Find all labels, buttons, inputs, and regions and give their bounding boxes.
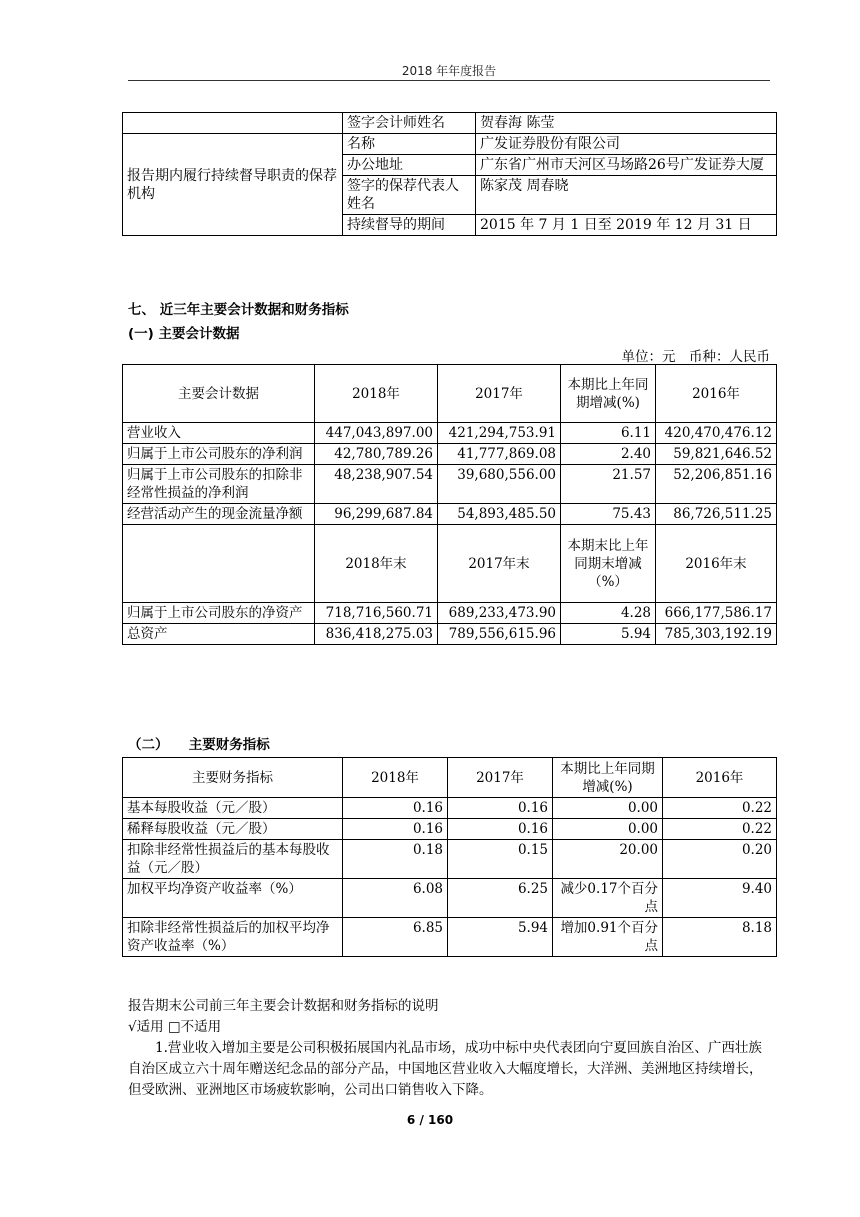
table-row <box>123 840 777 879</box>
value-2017: 0.15 <box>448 840 553 879</box>
value-2018: 6.08 <box>343 879 448 918</box>
notes-title: 报告期末公司前三年主要会计数据和财务指标的说明 <box>128 998 439 1014</box>
table-row <box>123 465 777 504</box>
value-change: 6.11 <box>561 423 656 444</box>
table-row <box>123 423 777 444</box>
value-2016: 9.40 <box>663 879 777 918</box>
value-2018: 6.85 <box>343 918 448 957</box>
value-2016: 0.20 <box>663 840 777 879</box>
value-2017: 41,777,869.08 <box>438 444 561 465</box>
table-row <box>123 134 777 155</box>
row-label: 扣除非经常性损益后的基本每股收益（元／股） <box>123 840 343 879</box>
sponsor-row-label: 名称 <box>343 134 476 155</box>
row-label: 归属于上市公司股东的净利润 <box>123 444 315 465</box>
value-2016: 86,726,511.25 <box>656 504 777 525</box>
accountant-value: 贺春海 陈莹 <box>476 113 777 134</box>
value-2018: 718,716,560.71 <box>315 603 438 624</box>
column-header: 2018年 <box>343 758 448 798</box>
value-change: 2.40 <box>561 444 656 465</box>
value-2017: 5.94 <box>448 918 553 957</box>
value-2017: 39,680,556.00 <box>438 465 561 504</box>
value-2016: 59,821,646.52 <box>656 444 777 465</box>
value-2016: 52,206,851.16 <box>656 465 777 504</box>
table-row <box>123 819 777 840</box>
sponsor-row-label: 签字的保荐代表人姓名 <box>343 176 476 215</box>
row-label: 总资产 <box>123 624 315 645</box>
column-header: 本期末比上年同期末增减（%） <box>561 525 656 603</box>
table-row <box>123 879 777 918</box>
accountant-label: 签字会计师姓名 <box>343 113 476 134</box>
row-label: 稀释每股收益（元／股） <box>123 819 343 840</box>
institution-label: 报告期内履行持续督导职责的保荐机构 <box>123 134 343 236</box>
row-label: 扣除非经常性损益后的加权平均净资产收益率（%） <box>123 918 343 957</box>
section-title: 七、 近三年主要会计数据和财务指标 <box>128 302 349 318</box>
sponsor-row-label: 持续督导的期间 <box>343 215 476 236</box>
column-header: 本期比上年同期增减(%) <box>561 365 656 423</box>
value-2017: 0.16 <box>448 798 553 819</box>
value-2018: 96,299,687.84 <box>315 504 438 525</box>
row-label: 基本每股收益（元／股） <box>123 798 343 819</box>
value-change: 21.57 <box>561 465 656 504</box>
value-2016: 785,303,192.19 <box>656 624 777 645</box>
value-2017: 0.16 <box>448 819 553 840</box>
column-header: 2016年 <box>656 365 777 423</box>
column-header: 2017年 <box>448 758 553 798</box>
value-2016: 8.18 <box>663 918 777 957</box>
header-divider <box>128 80 770 81</box>
sponsor-row-value: 2015 年 7 月 1 日至 2019 年 12 月 31 日 <box>476 215 777 236</box>
subsection-title: (一) 主要会计数据 <box>128 326 240 342</box>
value-2018: 447,043,897.00 <box>315 423 438 444</box>
column-header: 2016年末 <box>656 525 777 603</box>
value-2016: 0.22 <box>663 819 777 840</box>
row-label: 归属于上市公司股东的扣除非经常性损益的净利润 <box>123 465 315 504</box>
table-row <box>123 603 777 624</box>
value-change: 20.00 <box>553 840 663 879</box>
value-2017: 789,556,615.96 <box>438 624 561 645</box>
value-2017: 421,294,753.91 <box>438 423 561 444</box>
value-change: 75.43 <box>561 504 656 525</box>
column-header: 2017年 <box>438 365 561 423</box>
empty-cell <box>123 113 343 134</box>
column-header: 主要会计数据 <box>123 365 315 423</box>
sponsor-table <box>122 112 777 236</box>
row-label: 归属于上市公司股东的净资产 <box>123 603 315 624</box>
sponsor-row-value: 广东省广州市天河区马场路26号广发证券大厦 <box>476 155 777 176</box>
value-2016: 0.22 <box>663 798 777 819</box>
applicable-checkbox-line: √适用 □不适用 <box>128 1019 222 1035</box>
column-header <box>123 525 315 603</box>
sponsor-row-label: 办公地址 <box>343 155 476 176</box>
table-row <box>123 504 777 525</box>
column-header: 2018年 <box>315 365 438 423</box>
value-2018: 0.16 <box>343 819 448 840</box>
value-2017: 6.25 <box>448 879 553 918</box>
value-2017: 689,233,473.90 <box>438 603 561 624</box>
sponsor-row-value: 陈家茂 周春晓 <box>476 176 777 215</box>
column-header: 2018年末 <box>315 525 438 603</box>
row-label: 加权平均净资产收益率（%） <box>123 879 343 918</box>
column-header: 2017年末 <box>438 525 561 603</box>
value-change: 5.94 <box>561 624 656 645</box>
value-2018: 0.16 <box>343 798 448 819</box>
subsection-title: （二） 主要财务指标 <box>128 737 270 753</box>
value-2018: 42,780,789.26 <box>315 444 438 465</box>
value-change: 4.28 <box>561 603 656 624</box>
row-label: 营业收入 <box>123 423 315 444</box>
value-change: 0.00 <box>553 798 663 819</box>
table-row <box>123 624 777 645</box>
accounting-data-table <box>122 364 777 645</box>
column-header: 本期比上年同期增减(%) <box>553 758 663 798</box>
table-header-row <box>123 365 777 423</box>
value-2018: 0.18 <box>343 840 448 879</box>
table-row <box>123 918 777 957</box>
table-row <box>123 444 777 465</box>
unit-note: 单位：元 币种：人民币 <box>621 349 770 365</box>
value-2016: 420,470,476.12 <box>656 423 777 444</box>
column-header: 主要财务指标 <box>123 758 343 798</box>
table-header-row <box>123 525 777 603</box>
value-2018: 836,418,275.03 <box>315 624 438 645</box>
table-header-row <box>123 758 777 798</box>
value-2016: 666,177,586.17 <box>656 603 777 624</box>
value-change: 0.00 <box>553 819 663 840</box>
value-2018: 48,238,907.54 <box>315 465 438 504</box>
value-change: 减少0.17个百分点 <box>553 879 663 918</box>
sponsor-row-value: 广发证券股份有限公司 <box>476 134 777 155</box>
value-change: 增加0.91个百分点 <box>553 918 663 957</box>
value-2017: 54,893,485.50 <box>438 504 561 525</box>
notes-paragraph: 1.营业收入增加主要是公司积极拓展国内礼品市场，成功中标中央代表团向宁夏回族自治区、广西壮族自治区成立六十周年赠送纪念品的部分产品，中国地区营业收入大幅度增长，大洋洲、美洲地区持续增长，但受欧洲、亚洲地区市场疲软影响，公司出口销售收入下降。 <box>128 1040 763 1098</box>
column-header: 2016年 <box>663 758 777 798</box>
row-label: 经营活动产生的现金流量净额 <box>123 504 315 525</box>
table-row <box>123 113 777 134</box>
page-header: 2018 年年度报告 <box>401 64 497 78</box>
table-row <box>123 798 777 819</box>
financial-indicators-table <box>122 757 777 957</box>
page-number: 6 / 160 <box>406 1113 454 1127</box>
